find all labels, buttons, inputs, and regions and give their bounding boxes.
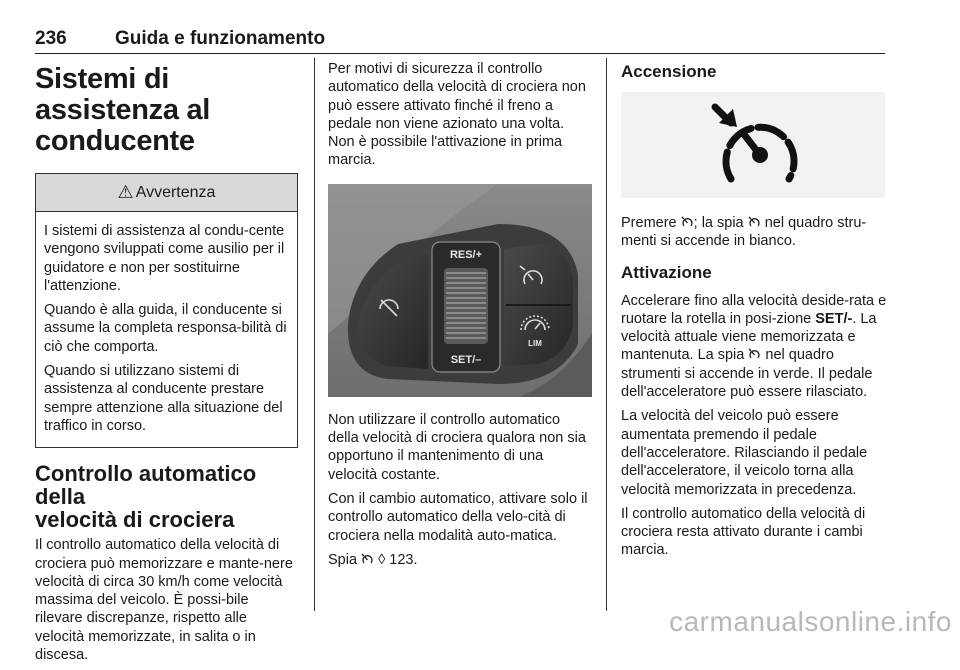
warning-triangle-icon: ⚠ <box>117 182 134 202</box>
running-title: Guida e funzionamento <box>115 28 326 49</box>
body-paragraph: Il controllo automatico della velocità di crociera può memorizzare e mante-nere velocità di circa 30 km/h come velocità massima del veicolo. È possi-bile rilevare discrepanze, rispetto alle velocità memorizzate, in salita o in discesa. <box>35 537 293 664</box>
cruise-control-symbol-box <box>621 92 885 198</box>
subsection-title-line-1: Controllo automatico della <box>35 461 257 510</box>
column-3 <box>621 60 887 566</box>
steering-wheel-controls-photo <box>328 184 592 397</box>
body-paragraph <box>621 214 887 251</box>
cross-ref-prefix: Spia <box>328 551 358 568</box>
attivazione-heading: Attivazione <box>621 262 712 282</box>
set-label: SET/- <box>815 310 853 327</box>
warning-paragraph: Quando è alla guida, il conducente si assume la completa responsa-bilità di ciò che comporta. <box>44 302 287 355</box>
section-title <box>35 64 298 157</box>
column-divider-2 <box>606 58 607 611</box>
text-run: Premere <box>621 215 677 231</box>
column-2 <box>328 60 593 575</box>
text-run: nel quadro stru-menti si accende in bianco. <box>621 215 867 250</box>
text-run: ; la spia <box>693 215 744 231</box>
page-header <box>35 24 885 54</box>
watermark: carmanualsonline.info <box>669 606 952 637</box>
warning-body <box>36 212 297 447</box>
lim-label: LIM <box>528 338 542 348</box>
text-run: . La velocità attuale viene memorizzata e mantenuta. La spia <box>621 310 877 364</box>
accensione-heading: Accensione <box>621 62 717 81</box>
warning-paragraph: Quando si utilizzano sistemi di assistenza al conducente prestare sempre attenzione alla situazione del traffico in corso. <box>44 363 283 434</box>
cruise-control-icon <box>693 93 813 197</box>
cross-reference <box>328 551 593 569</box>
body-paragraph: Il controllo automatico della velocità di crociera resta attivato durante i cambi marcia. <box>621 505 866 559</box>
warning-paragraph: I sistemi di assistenza al condu-cente vengono sviluppati come ausilio per il guidatore e non per sostituirne l'attenzione. <box>44 223 285 294</box>
page-reference-icon: ◊ <box>378 551 386 568</box>
text-run: nel quadro strumenti si accende in verde. Il pedale dell'acceleratore può essere rilasciato. <box>621 347 873 401</box>
set-label: SET/– <box>450 353 482 366</box>
column-divider-1 <box>314 58 315 611</box>
body-paragraph: Con il cambio automatico, attivare solo il controllo automatico della velo-cità di crociera nella modalità auto-matica. <box>328 490 588 544</box>
section-title-line-2: conducente <box>35 125 195 157</box>
warning-title: Avvertenza <box>135 183 216 201</box>
cross-ref-page[interactable]: 123. <box>389 551 418 568</box>
text-run: Accelerare fino alla velocità deside-rata e ruotare la rotella in posi-zione <box>621 292 887 327</box>
res-label: RES/+ <box>449 248 483 261</box>
warning-box <box>35 173 298 448</box>
body-paragraph: La velocità del veicolo può essere aumentata premendo il pedale dell'acceleratore. Rilasciando il pedale dell'acceleratore, il veicolo torna alla velocità memorizzata in precedenza. <box>621 408 868 498</box>
column-1 <box>35 60 298 670</box>
cruise-control-icon <box>361 553 374 565</box>
cruise-control-icon <box>681 216 694 228</box>
body-paragraph: Non utilizzare il controllo automatico della velocità di crociera qualora non sia opportuno il mantenimento di una velocità costante. <box>328 411 586 483</box>
warning-header <box>36 174 297 212</box>
subsection-title-line-2: velocità di crociera <box>35 507 235 533</box>
cruise-control-icon <box>748 216 761 228</box>
body-paragraph <box>621 292 887 402</box>
cruise-control-icon <box>748 348 761 360</box>
page-number: 236 <box>35 28 67 49</box>
body-paragraph: Per motivi di sicurezza il controllo automatico della velocità di crociera non può essere attivato finché il freno a pedale non viene azionato una volta. Non è possibile l'attivazione in prima marcia. <box>328 61 586 169</box>
section-title-line-1: Sistemi di assistenza al <box>35 63 211 126</box>
subsection-title <box>35 462 298 531</box>
